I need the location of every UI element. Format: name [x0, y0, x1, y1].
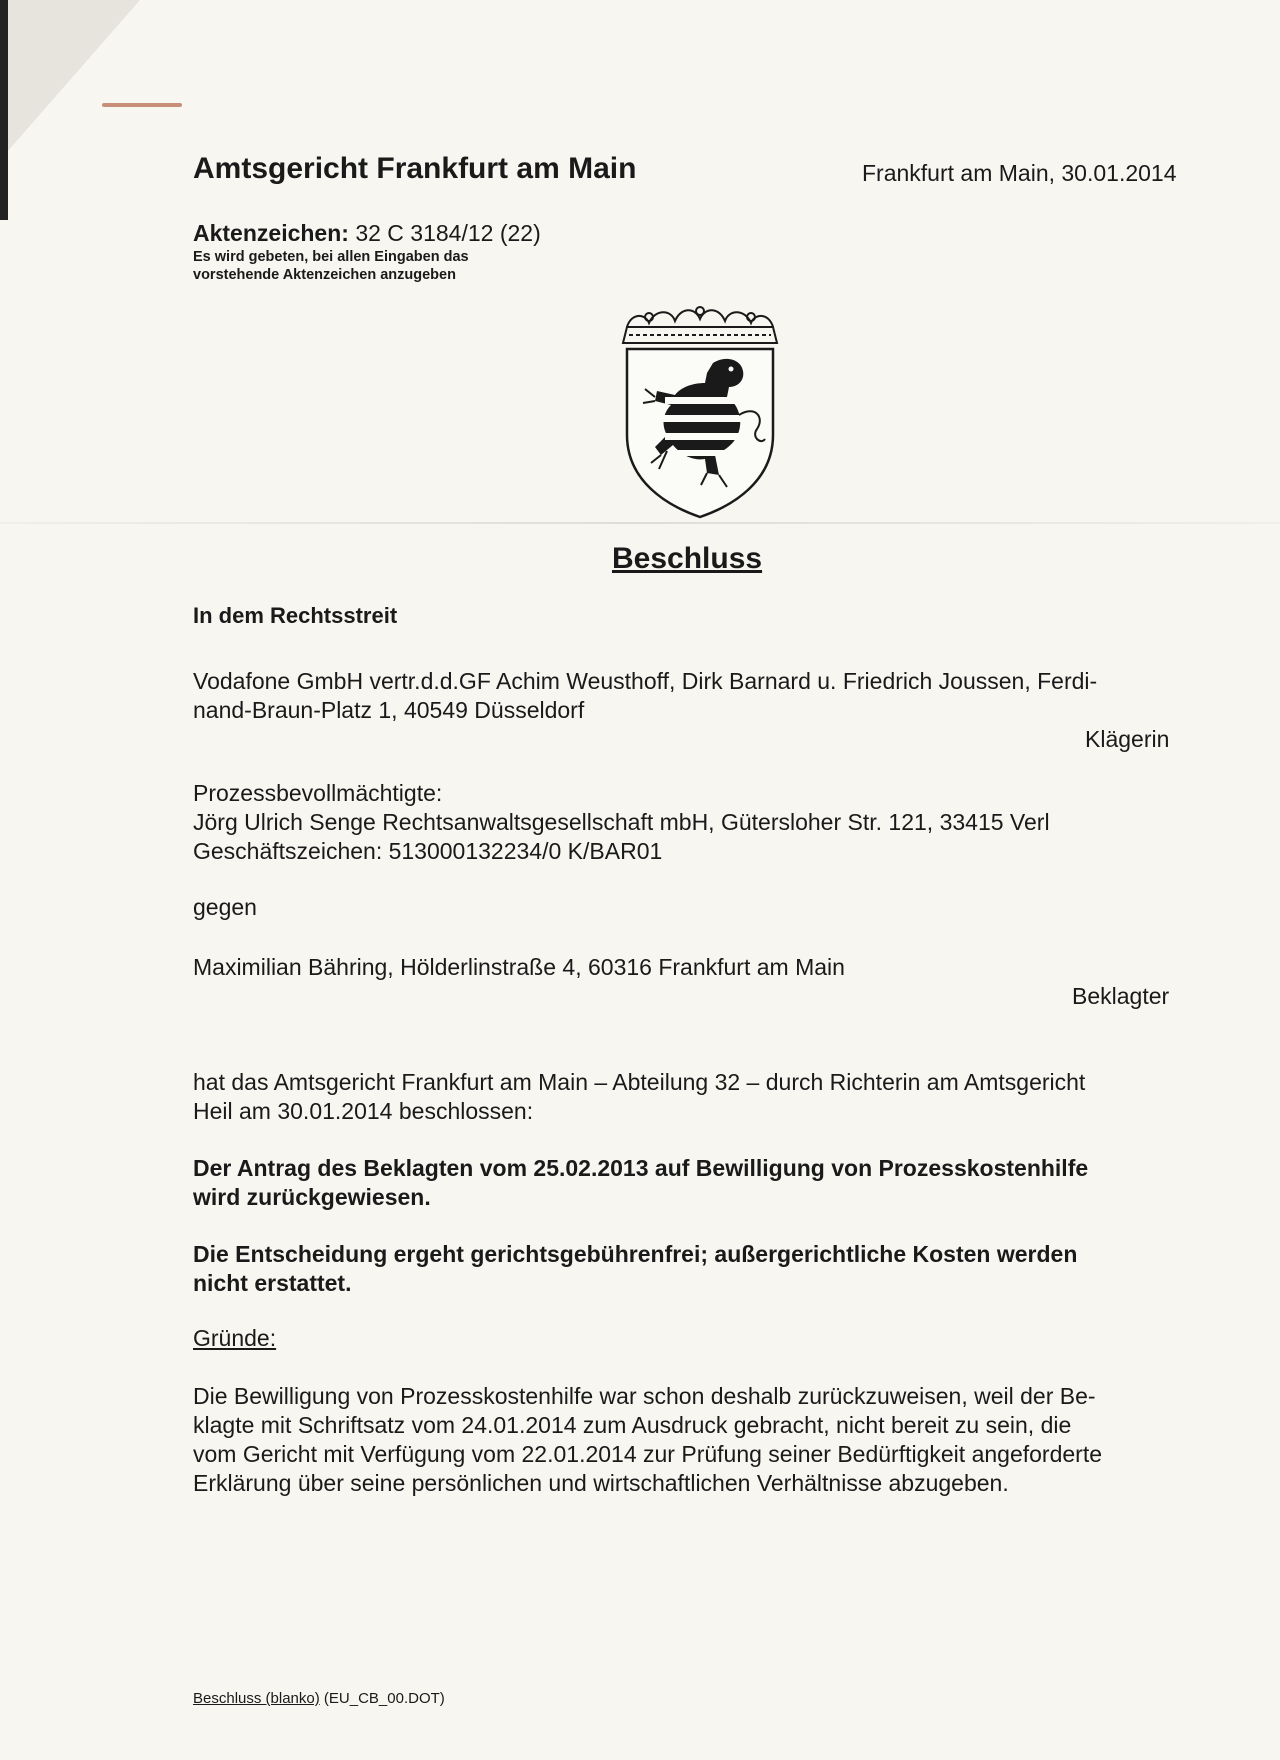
paper-fold-line: [0, 522, 1280, 524]
place-date: Frankfurt am Main, 30.01.2014: [862, 160, 1177, 186]
decision-intro: [193, 1068, 1208, 1126]
case-intro: In dem Rechtsstreit: [193, 603, 398, 628]
ruling-1: [193, 1154, 1208, 1212]
reasons-text: [193, 1382, 1208, 1498]
paper-mark: [102, 103, 182, 107]
reasons-line: Die Bewilligung von Prozesskostenhilfe war schon deshalb zurückzuweisen, weil der Be-: [193, 1383, 1096, 1409]
case-number-value: 32 C 3184/12 (22): [355, 220, 541, 246]
versus: gegen: [193, 894, 257, 920]
reasons-line: klagte mit Schriftsatz vom 24.01.2014 zum Ausdruck gebracht, nicht bereit zu sein, die: [193, 1412, 1072, 1438]
ruling-line: Der Antrag des Beklagten vom 25.02.2013 auf Bewilligung von Prozesskostenhilfe: [193, 1155, 1089, 1181]
template-name: Beschluss (blanko): [193, 1690, 320, 1707]
counsel-label: Prozessbevollmächtigte:: [193, 780, 443, 806]
case-number-note-line: Es wird gebeten, bei allen Eingaben das: [193, 249, 469, 265]
case-number-note: [193, 248, 553, 284]
counsel-line: Geschäftszeichen: 513000132234/0 K/BAR01: [193, 838, 663, 864]
ruling-line: nicht erstattet.: [193, 1270, 352, 1296]
reasons-line: vom Gericht mit Verfügung vom 22.01.2014 zur Prüfung seiner Bedürftigkeit angeforderte: [193, 1441, 1103, 1467]
decision-intro-line: Heil am 30.01.2014 beschlossen:: [193, 1098, 534, 1124]
ruling-line: Die Entscheidung ergeht gerichtsgebührenfrei; außergerichtliche Kosten werden: [193, 1241, 1078, 1267]
scan-edge-shadow: [0, 0, 8, 220]
reasons-heading: Gründe:: [193, 1325, 277, 1351]
court-name: Amtsgericht Frankfurt am Main: [193, 152, 637, 185]
template-file: (EU_CB_00.DOT): [323, 1690, 445, 1707]
plaintiff-line: nand-Braun-Platz 1, 40549 Düsseldorf: [193, 697, 585, 723]
reasons-line: Erklärung über seine persönlichen und wirtschaftlichen Verhältnisse abzugeben.: [193, 1470, 1009, 1496]
decision-intro-line: hat das Amtsgericht Frankfurt am Main – Abteilung 32 – durch Richterin am Amtsgericht: [193, 1069, 1086, 1095]
counsel-line: Jörg Ulrich Senge Rechtsanwaltsgesellschaft mbH, Gütersloher Str. 121, 33415 Verl: [193, 809, 1050, 835]
defendant-line: Maximilian Bähring, Hölderlinstraße 4, 60316 Frankfurt am Main: [193, 954, 845, 980]
ruling-line: wird zurückgewiesen.: [193, 1184, 431, 1210]
plaintiff-role: Klägerin: [1085, 726, 1170, 752]
case-number-label: Aktenzeichen:: [193, 220, 349, 246]
plaintiff-line: Vodafone GmbH vertr.d.d.GF Achim Weusthoff, Dirk Barnard u. Friedrich Joussen, Ferdi-: [193, 668, 1098, 694]
case-number-note-line: vorstehende Aktenzeichen anzugeben: [193, 267, 456, 283]
ruling-2: [193, 1240, 1208, 1298]
coat-of-arms-icon: [615, 305, 785, 520]
document-title: Beschluss: [612, 542, 763, 575]
plaintiff-block: [193, 667, 1208, 725]
counsel-block: [193, 779, 1208, 866]
template-footer: [193, 1690, 445, 1707]
defendant-role: Beklagter: [1072, 983, 1170, 1009]
case-number: [193, 220, 541, 247]
